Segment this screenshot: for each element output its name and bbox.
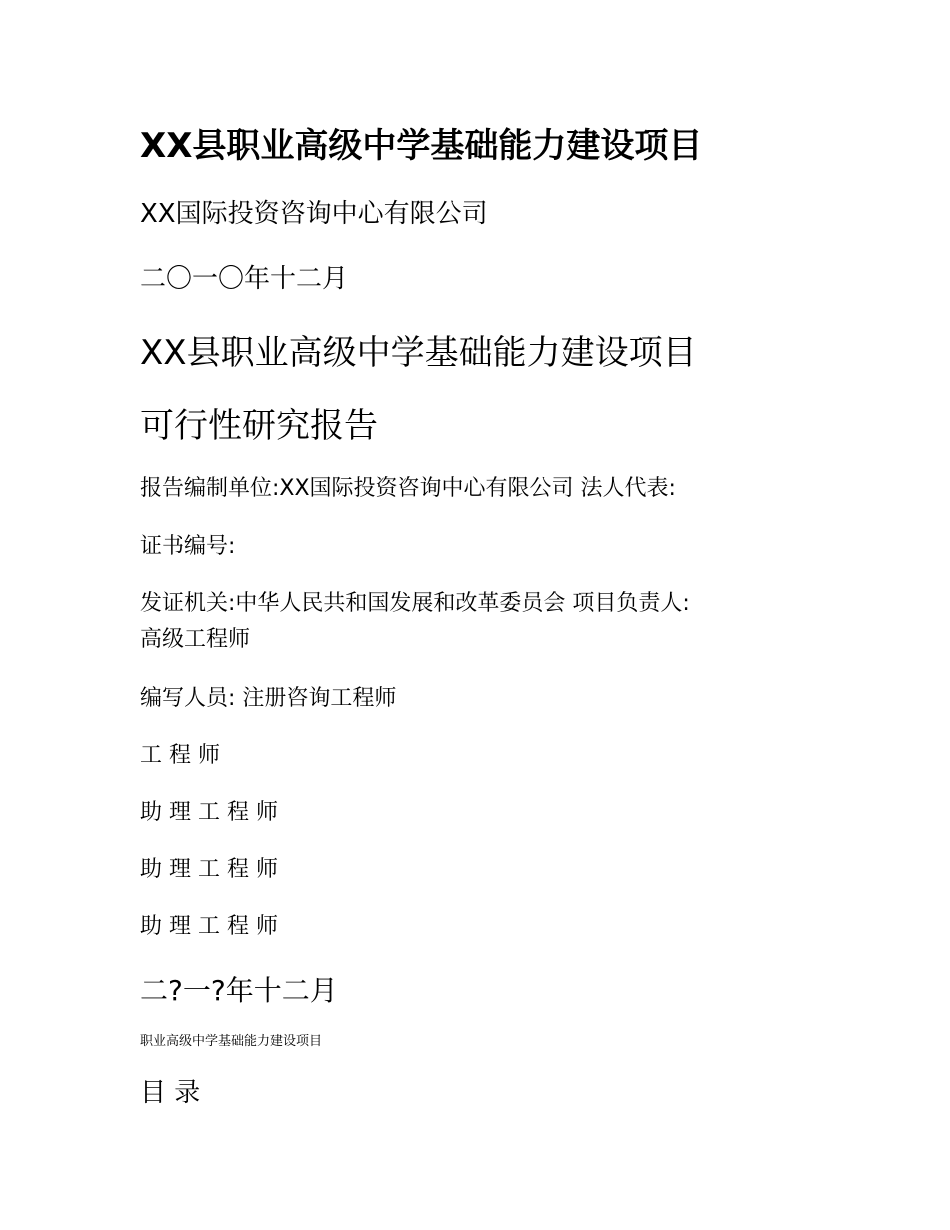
- preparer-line: 报告编制单位:XX国际投资咨询中心有限公司 法人代表:: [140, 476, 676, 501]
- company-name: XX国际投资咨询中心有限公司: [140, 199, 488, 229]
- report-title-line1: XX县职业高级中学基础能力建设项目: [140, 333, 697, 373]
- role-engineer: 工 程 师: [140, 743, 220, 768]
- toc-heading: 目 录: [140, 1078, 201, 1108]
- role-assistant-engineer-1: 助 理 工 程 师: [140, 800, 278, 825]
- authors-line: 编写人员: 注册咨询工程师: [140, 686, 397, 711]
- cover-date: 二〇一〇年十二月: [140, 264, 349, 294]
- issuer-line: 发证机关:中华人民共和国发展和改革委员会 项目负责人:: [140, 591, 690, 616]
- report-date: 二?一?年十二月: [140, 974, 338, 1007]
- running-header: 职业高级中学基础能力建设项目: [140, 1034, 323, 1049]
- role-assistant-engineer-2: 助 理 工 程 师: [140, 857, 278, 882]
- role-assistant-engineer-3: 助 理 工 程 师: [140, 914, 278, 939]
- report-title-line2: 可行性研究报告: [140, 406, 378, 446]
- cover-title: XX县职业高级中学基础能力建设项目: [140, 126, 703, 166]
- issuer-line-continued: 高级工程师: [140, 627, 251, 652]
- certificate-line: 证书编号:: [140, 534, 236, 559]
